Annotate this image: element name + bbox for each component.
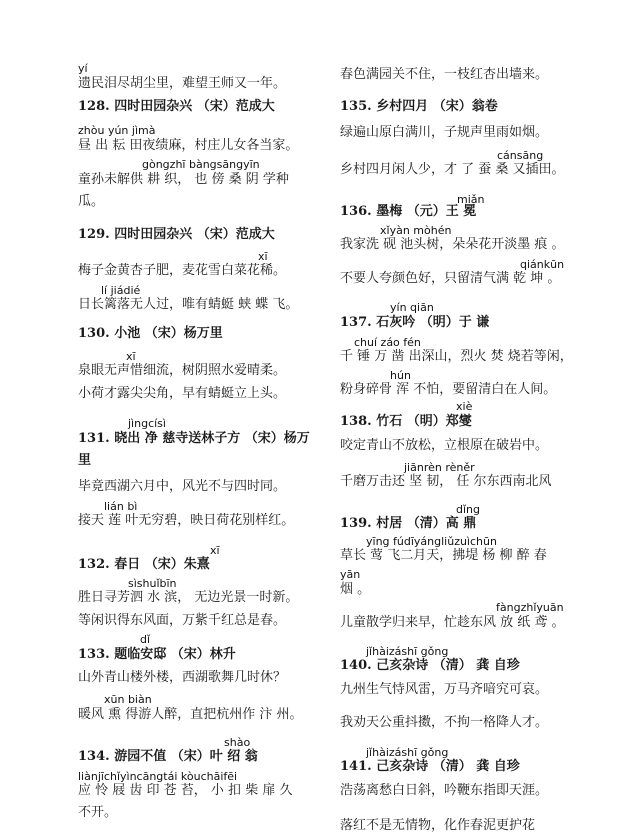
- poem-line: 应 怜 屐 齿 印 苍 苔， 小 扣 柴 扉 久: [78, 783, 293, 798]
- pinyin-annotation: lí jiádié: [101, 284, 141, 297]
- pinyin-annotation: hún: [390, 369, 411, 382]
- poem-line: 童孙未解供 耕 织， 也 傍 桑 阴 学种: [78, 172, 289, 187]
- poem-line: 咬定青山不放松，立根原在破岩中。: [340, 438, 549, 453]
- poem-line: 泉眼无声惜细流，树阴照水爱晴柔。: [78, 363, 287, 378]
- poem-line: 我劝天公重抖擞，不拘一格降人才。: [340, 715, 549, 730]
- pinyin-annotation: dǐng: [456, 503, 480, 516]
- poem-title: 138. 竹石 （明）郑燮: [340, 414, 472, 429]
- pinyin-annotation: jǐhàizáshī gǒng: [366, 746, 449, 759]
- poem-title: 136. 墨梅 （元）王 冕: [340, 204, 477, 219]
- poem-line: 乡村四月闲人少，才 了 蚕 桑 又插田。: [340, 162, 565, 177]
- pinyin-annotation: xiè: [456, 400, 473, 413]
- poem-title: 134. 游园不值 （宋）叶 绍 翁: [78, 749, 258, 764]
- poem-line: 接天 莲 叶无穷碧，映日荷花别样红。: [78, 513, 295, 528]
- pinyin-annotation: jìngcísì: [128, 417, 166, 430]
- poem-title: 139. 村居 （清）高 鼎: [340, 516, 477, 531]
- poem-title: 137. 石灰吟 （明）于 谦: [340, 315, 490, 330]
- pinyin-annotation: lián bì: [104, 500, 138, 513]
- poem-title: 141. 己亥杂诗 （清） 龚 自珍: [340, 759, 520, 774]
- poem-line: 日长篱落无人过，唯有蜻蜓 蛱 蝶 飞。: [78, 297, 299, 312]
- poem-line: 九州生气恃风雷，万马齐喑究可哀。: [340, 682, 549, 697]
- pinyin-annotation: xī: [258, 250, 268, 263]
- poem-title: 132. 春日 （宋）朱熹: [78, 557, 210, 572]
- poem-line: 遗民泪尽胡尘里，难望王师又一年。: [78, 76, 287, 91]
- poem-line: 儿童散学归来早，忙趁东风 放 纸 鸢 。: [340, 615, 565, 630]
- poem-title: 133. 题临安邸 （宋）林升: [78, 647, 236, 662]
- pinyin-annotation: yān: [340, 568, 361, 581]
- poem-line: 我家洗 砚 池头树，朵朵花开淡墨 痕 。: [340, 237, 565, 252]
- pinyin-annotation: qiánkūn: [520, 258, 565, 271]
- poem-line: 暖风 熏 得游人醉，直把杭州作 汴 州。: [78, 707, 303, 722]
- poem-title: 130. 小池 （宋）杨万里: [78, 326, 223, 341]
- poem-line: 毕竟西湖六月中，风光不与四时同。: [78, 479, 287, 494]
- poem-title: 135. 乡村四月 （宋）翁卷: [340, 99, 498, 114]
- pinyin-annotation: liànjīchǐyìncāngtái kòuchāifēi: [78, 770, 238, 783]
- poem-line: 等闲识得东风面，万紫千红总是春。: [78, 613, 287, 628]
- poem-title: 129. 四时田园杂兴 （宋）范成大: [78, 227, 275, 242]
- poem-line: 瓜。: [78, 194, 105, 209]
- poem-line: 不要人夸颜色好，只留清气满 乾 坤 。: [340, 271, 561, 286]
- poem-line: 粉身碎骨 浑 不怕，要留清白在人间。: [340, 382, 557, 397]
- poem-line: 绿遍山原白满川，子规声里雨如烟。: [340, 125, 549, 140]
- pinyin-annotation: xī: [126, 350, 136, 363]
- pinyin-annotation: zhòu yún jìmà: [78, 124, 156, 137]
- pinyin-annotation: xī: [210, 544, 220, 557]
- poem-line: 昼 出 耘 田夜绩麻，村庄儿女各当家。: [78, 138, 299, 153]
- poem-line: 春色满园关不住，一枝红杏出墙来。: [340, 67, 549, 82]
- pinyin-annotation: dǐ: [140, 633, 151, 646]
- poem-title: 131. 晓出 净 慈寺送林子方 （宋）杨万: [78, 431, 310, 446]
- poem-line: 烟 。: [340, 582, 371, 597]
- pinyin-annotation: fàngzhǐyuān: [496, 601, 564, 614]
- poem-line: 胜日寻芳泗 水 滨， 无边光景一时新。: [78, 590, 299, 605]
- poem-line: 梅子金黄杏子肥，麦花雪白菜花稀。: [78, 263, 287, 278]
- poem-title: 128. 四时田园杂兴 （宋）范成大: [78, 99, 275, 114]
- pinyin-annotation: cánsāng: [497, 149, 544, 162]
- poem-line: 小荷才露尖尖角，早有蜻蜓立上头。: [78, 386, 287, 401]
- pinyin-annotation: jǐhàizáshī gǒng: [366, 645, 449, 658]
- pinyin-annotation: miǎn: [457, 193, 485, 206]
- pinyin-annotation: yín qiān: [390, 301, 434, 314]
- pinyin-annotation: gòngzhī bàngsāngyīn: [142, 158, 260, 171]
- pinyin-annotation: shào: [224, 736, 251, 749]
- pinyin-annotation: jiānrèn rèněr: [404, 461, 475, 474]
- poem-line: 山外青山楼外楼，西湖歌舞几时休？: [78, 670, 287, 685]
- poem-line: 千 锤 万 凿 出深山，烈火 焚 烧若等闲，: [340, 349, 573, 364]
- poem-title: 140. 己亥杂诗 （清） 龚 自珍: [340, 658, 520, 673]
- pinyin-annotation: xūn biàn: [104, 693, 152, 706]
- pinyin-annotation: xǐyàn mòhén: [380, 224, 452, 237]
- pinyin-annotation: yí: [78, 62, 88, 75]
- pinyin-annotation: yīng fúdīyángliǔzuìchūn: [366, 535, 497, 548]
- poem-line: 落红不是无情物，化作春泥更护花: [340, 818, 536, 833]
- poem-line: 草长 莺 飞二月天，拂堤 杨 柳 醉 春: [340, 548, 547, 563]
- poem-line: 千磨万击还 坚 韧， 任 尔东西南北风: [340, 474, 552, 489]
- pinyin-annotation: sìshuǐbīn: [128, 577, 177, 590]
- pinyin-annotation: chuí záo fén: [354, 336, 421, 349]
- poem-title: 里: [78, 453, 92, 468]
- poem-line: 浩荡离愁白日斜，吟鞭东指即天涯。: [340, 783, 549, 798]
- poem-line: 不开。: [78, 805, 118, 820]
